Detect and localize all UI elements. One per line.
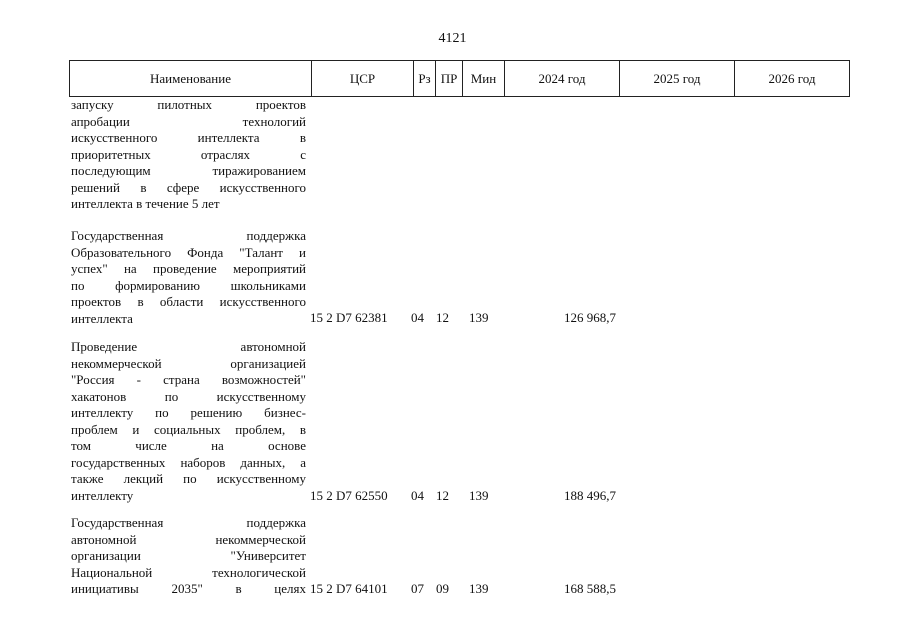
table-row-name (71, 97, 306, 213)
header-year-2026: 2026 год (734, 61, 849, 96)
header-rz: Рз (413, 61, 435, 96)
name-line: Национальной технологической (71, 564, 306, 580)
table-row-name (71, 515, 306, 598)
name-line: успех" на проведение мероприятий (71, 261, 306, 276)
name-line: интеллекта в течение 5 лет (71, 196, 220, 211)
table-header (69, 60, 850, 97)
cell-min: 139 (469, 488, 489, 503)
cell-rz: 04 (411, 310, 424, 325)
header-year-2024: 2024 год (504, 61, 619, 96)
name-line: автономной некоммерческой (71, 531, 306, 547)
cell-min: 139 (469, 581, 489, 596)
name-line: запуску пилотных проектов (71, 97, 306, 112)
name-line: Государственная поддержка (71, 228, 306, 243)
name-line: том числе на основе (71, 438, 306, 453)
cell-csr: 15 2 D7 62381 (310, 310, 388, 325)
table-row-name (71, 228, 306, 327)
name-line: по формированию школьниками (71, 277, 306, 293)
cell-2024: 126 968,7 (564, 310, 616, 325)
header-min: Мин (462, 61, 504, 96)
cell-2024: 188 496,7 (564, 488, 616, 503)
cell-pr: 09 (436, 581, 449, 596)
name-line: организации "Университет (71, 548, 306, 563)
name-line: проектов в области искусственного (71, 294, 306, 309)
name-line: также лекций по искусственному (71, 471, 306, 486)
cell-pr: 12 (436, 310, 449, 325)
name-line: "Россия - страна возможностей" (71, 372, 306, 387)
name-line: государственных наборов данных, а (71, 454, 306, 470)
name-line: Образовательного Фонда "Талант и (71, 244, 306, 260)
name-line: искусственного интеллекта в (71, 130, 306, 145)
header-pr: ПР (435, 61, 462, 96)
name-line: некоммерческой организацией (71, 355, 306, 371)
name-line: Государственная поддержка (71, 515, 306, 530)
name-line: хакатонов по искусственному (71, 388, 306, 404)
cell-csr: 15 2 D7 64101 (310, 581, 388, 596)
cell-2024: 168 588,5 (564, 581, 616, 596)
header-name: Наименование (150, 71, 231, 86)
cell-csr: 15 2 D7 62550 (310, 488, 388, 503)
name-line: интеллекту (71, 487, 134, 503)
name-line: инициативы 2035" в целях (71, 581, 306, 596)
table-row-name (71, 339, 306, 504)
name-line: проблем и социальных проблем, в (71, 421, 306, 437)
name-line: приоритетных отраслях с (71, 146, 306, 162)
header-year-2025: 2025 год (619, 61, 734, 96)
name-line: последующим тиражированием (71, 163, 306, 178)
name-line: интеллекта (71, 310, 133, 326)
cell-rz: 07 (411, 581, 424, 596)
header-csr: ЦСР (311, 61, 413, 96)
name-line: Проведение автономной (71, 339, 306, 354)
cell-pr: 12 (436, 488, 449, 503)
name-line: апробации технологий (71, 113, 306, 129)
page-number: 4121 (438, 31, 467, 46)
name-line: решений в сфере искусственного (71, 179, 306, 195)
cell-min: 139 (469, 310, 489, 325)
name-line: интеллекту по решению бизнес- (71, 405, 306, 420)
cell-rz: 04 (411, 488, 424, 503)
